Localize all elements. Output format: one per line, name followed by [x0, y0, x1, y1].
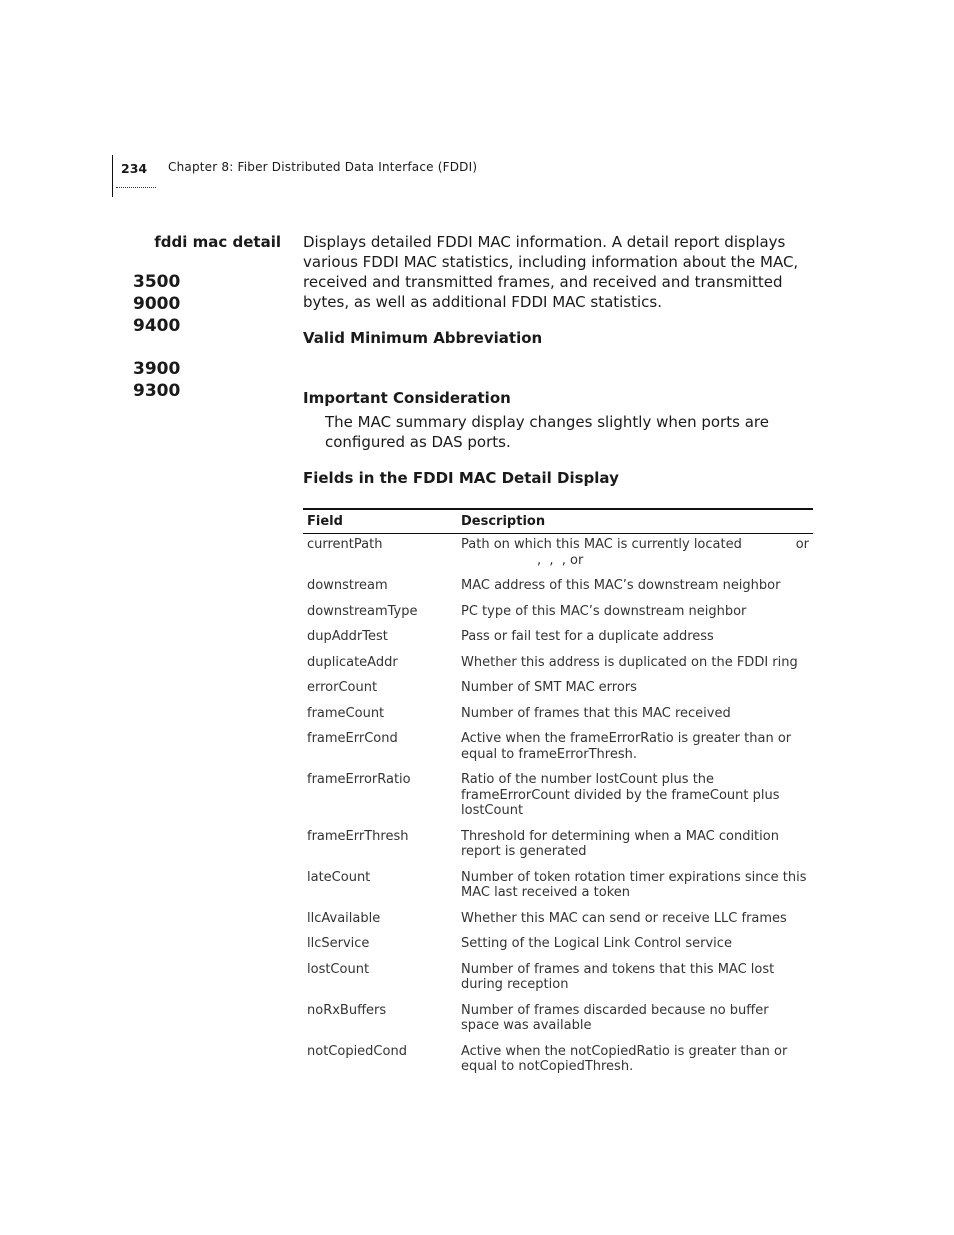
field-description: Whether this MAC can send or receive LLC frames — [461, 910, 787, 926]
field-name: llcAvailable — [307, 910, 381, 926]
field-description: PC type of this MAC’s downstream neighbor — [461, 603, 747, 619]
column-header-field: Field — [303, 509, 457, 534]
table-row — [303, 826, 813, 867]
table-header-row — [303, 509, 813, 534]
page-number: 234 — [121, 161, 148, 176]
margin-rule — [112, 155, 113, 197]
field-name: duplicateAddr — [307, 654, 398, 670]
consideration-text: The MAC summary display changes slightly when ports are configured as DAS ports. — [325, 413, 769, 451]
table-row — [303, 575, 813, 601]
description-text: Path on which this MAC is currently located — [461, 537, 742, 552]
table-row — [303, 626, 813, 652]
field-name: downstreamType — [307, 603, 418, 619]
abbrev-heading: Valid Minimum Abbreviation — [303, 329, 543, 347]
platform-number: 3900 — [133, 359, 181, 379]
field-name: lateCount — [307, 869, 371, 885]
field-description: Number of frames and tokens that this MAC lost during reception — [461, 961, 775, 992]
table-row — [303, 933, 813, 959]
fields-table — [303, 508, 813, 1082]
field-name: errorCount — [307, 680, 378, 695]
table-row — [303, 1041, 813, 1082]
field-name: notCopiedCond — [307, 1043, 407, 1059]
field-description: Setting of the Logical Link Control service — [461, 936, 732, 951]
field-name: frameErrorRatio — [307, 772, 411, 787]
field-name: llcService — [307, 936, 370, 951]
platform-list — [133, 271, 180, 402]
field-description: Active when the notCopiedRatio is greater than or equal to notCopiedThresh. — [461, 1043, 788, 1074]
description-paragraph: Displays detailed FDDI MAC information. A detail report displays various FDDI MAC statistics, including information about the MAC, received and transmitted frames, and received and transmitted bytes, as well as additional FDDI MAC statistics. — [303, 233, 799, 311]
field-description — [457, 534, 813, 576]
table-row — [303, 534, 813, 576]
field-description: Ratio of the number lostCount plus the frameErrorCount divided by the frameCount plus lostCount — [461, 772, 780, 818]
table-row — [303, 959, 813, 1000]
field-description: Number of SMT MAC errors — [461, 680, 637, 695]
field-description: MAC address of this MAC’s downstream neighbor — [461, 578, 781, 593]
field-name: frameErrThresh — [307, 828, 409, 844]
field-name: noRxBuffers — [307, 1002, 387, 1018]
field-description: Number of frames that this MAC received — [461, 705, 731, 721]
platform-number: 3500 — [133, 272, 181, 292]
field-description: Number of frames discarded because no buffer space was available — [461, 1002, 769, 1033]
field-description: Threshold for determining when a MAC condition report is generated — [461, 828, 779, 859]
field-name: frameErrCond — [307, 731, 398, 746]
field-name: downstream — [307, 578, 388, 593]
running-header — [168, 160, 477, 174]
table-row — [303, 908, 813, 934]
field-description: Pass or fail test for a duplicate address — [461, 629, 714, 644]
table-row — [303, 601, 813, 627]
dotted-rule — [116, 187, 156, 189]
platform-number: 9000 — [133, 294, 181, 314]
command-name: fddi mac detail — [154, 233, 281, 251]
field-name: dupAddrTest — [307, 629, 388, 644]
fields-heading: Fields in the FDDI MAC Detail Display — [303, 469, 619, 487]
chapter-title: Chapter 8: Fiber Distributed Data Interface (FDDI) — [168, 160, 478, 174]
table-row — [303, 1000, 813, 1041]
table-row — [303, 728, 813, 769]
field-description: Number of token rotation timer expirations since this MAC last received a token — [461, 869, 807, 900]
platform-number: 9400 — [133, 316, 181, 336]
field-name: currentPath — [307, 537, 383, 552]
body-text — [303, 232, 818, 487]
table-row — [303, 677, 813, 703]
column-header-description: Description — [457, 509, 813, 534]
table-row — [303, 769, 813, 826]
table-row — [303, 652, 813, 678]
page-header — [112, 155, 156, 197]
platform-number: 9300 — [133, 381, 181, 401]
field-description: Whether this address is duplicated on the FDDI ring — [461, 654, 798, 670]
field-name: lostCount — [307, 961, 370, 977]
table-row — [303, 703, 813, 729]
consideration-heading: Important Consideration — [303, 389, 511, 407]
description-fragment: , , , or — [537, 552, 584, 568]
field-name: frameCount — [307, 705, 385, 721]
table-row — [303, 867, 813, 908]
description-fragment: or — [795, 537, 809, 552]
field-description: Active when the frameErrorRatio is greater than or equal to frameErrorThresh. — [461, 731, 792, 762]
